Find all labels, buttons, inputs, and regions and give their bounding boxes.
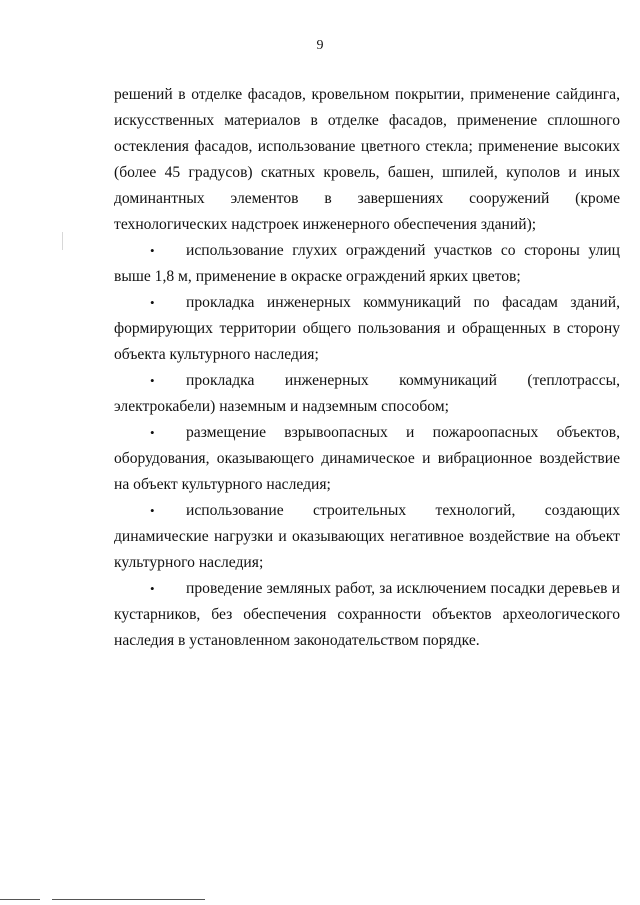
document-body [114,82,620,654]
list-item [114,498,620,576]
intro-paragraph: решений в отделке фасадов, кровельном покрытии, применение сайдинга, искусственных материалов в отделке фасадов, применение сплошного остекления фасадов, использование цветного стекла; применение высоких (более 45 градусов) скатных кровель, башен, шпилей, куполов и иных доминантных элементов в завершениях сооружений (кроме технологических надстроек инженерного обеспечения зданий); [114,86,620,233]
list-item [114,238,620,290]
bullet-icon: • [150,373,155,388]
list-item-text: использование строительных технологий, создающих динамические нагрузки и оказывающих негативное воздействие на объект культурного наследия; [114,502,620,571]
bullet-icon: • [150,243,155,258]
list-item-text: прокладка инженерных коммуникаций по фасадам зданий, формирующих территории общего пользования и обращенных в сторону объекта культурного наследия; [114,294,620,363]
footer-rule-gap [40,899,52,900]
page-number: 9 [316,38,324,53]
list-item [114,368,620,420]
bullet-icon: • [150,295,155,310]
list-item-text: проведение земляных работ, за исключением посадки деревьев и кустарников, без обеспечения сохранности объектов археологического наследия в установленном законодательством порядке. [114,580,620,649]
margin-mark [62,232,63,250]
list-item [114,420,620,498]
bullet-icon: • [150,425,155,440]
list-item-text: использование глухих ограждений участков со стороны улиц выше 1,8 м, применение в окраске ограждений ярких цветов; [114,242,620,285]
list-item [114,290,620,368]
footer-rule [0,899,205,900]
list-item [114,576,620,654]
bullet-icon: • [150,581,155,596]
bullet-icon: • [150,503,155,518]
list-item-text: размещение взрывоопасных и пожароопасных объектов, оборудования, оказывающего динамическое и вибрационное воздействие на объект культурного наследия; [114,424,620,493]
list-item-text: прокладка инженерных коммуникаций (теплотрассы, электрокабели) наземным и надземным способом; [114,372,620,415]
